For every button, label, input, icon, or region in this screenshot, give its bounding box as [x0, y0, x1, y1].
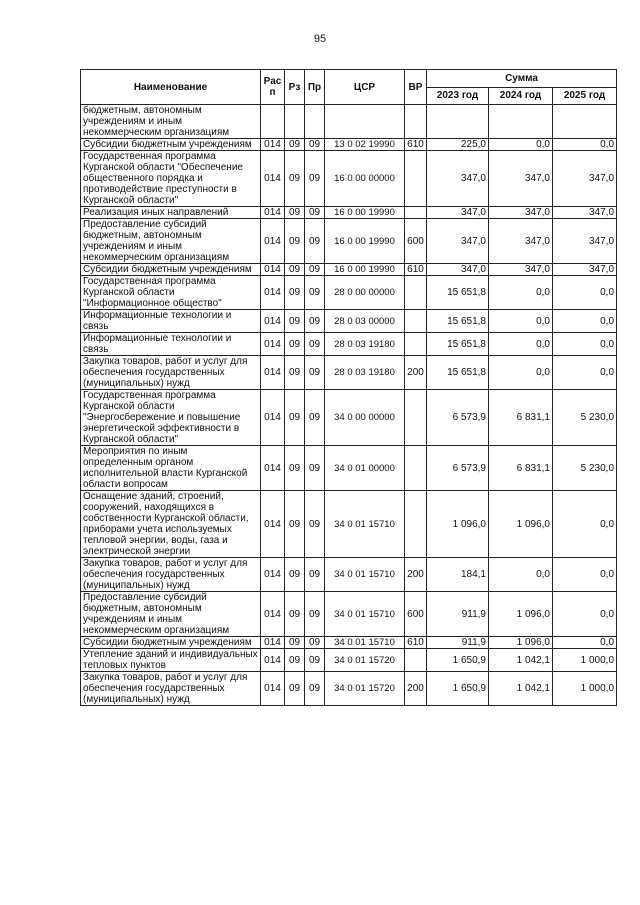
cell-csr: 34 0 01 00000 — [325, 446, 405, 491]
table-row — [81, 151, 617, 207]
cell-csr: 16 0 00 19990 — [325, 207, 405, 219]
cell-2023 — [427, 105, 489, 139]
cell-2023: 15 651,8 — [427, 310, 489, 333]
cell-vr — [405, 390, 427, 446]
cell-pr: 09 — [305, 649, 325, 672]
page-number: 95 — [313, 33, 327, 45]
cell-2023: 15 651,8 — [427, 333, 489, 356]
cell-2025: 0,0 — [553, 637, 617, 649]
cell-csr: 28 0 03 19180 — [325, 356, 405, 390]
cell-rz: 09 — [285, 276, 305, 310]
table-row — [81, 558, 617, 592]
cell-ras: 014 — [261, 264, 285, 276]
cell-2024: 1 096,0 — [489, 637, 553, 649]
cell-vr: 200 — [405, 672, 427, 706]
cell-ras: 014 — [261, 390, 285, 446]
cell-vr: 600 — [405, 219, 427, 264]
cell-vr: 610 — [405, 264, 427, 276]
cell-csr: 28 0 03 00000 — [325, 310, 405, 333]
cell-vr — [405, 333, 427, 356]
header-name: Наименование — [81, 70, 261, 105]
cell-name: Субсидии бюджетным учреждениям — [81, 264, 261, 276]
cell-name: Оснащение зданий, строений, сооружений, находящихся в собственности Курганской области, приборами учета используемых тепловой энергии, воды, газа и электрической энергии — [81, 491, 261, 558]
cell-2024 — [489, 105, 553, 139]
table-row — [81, 390, 617, 446]
cell-csr: 28 0 00 00000 — [325, 276, 405, 310]
cell-pr: 09 — [305, 390, 325, 446]
cell-2023: 1 096,0 — [427, 491, 489, 558]
table-row — [81, 672, 617, 706]
cell-pr: 09 — [305, 310, 325, 333]
cell-ras: 014 — [261, 649, 285, 672]
cell-pr — [305, 105, 325, 139]
cell-2023: 347,0 — [427, 151, 489, 207]
cell-2024: 347,0 — [489, 207, 553, 219]
cell-name: Информационные технологии и связь — [81, 333, 261, 356]
cell-2023: 184,1 — [427, 558, 489, 592]
cell-vr: 610 — [405, 139, 427, 151]
table-row — [81, 592, 617, 637]
cell-2023: 911,9 — [427, 592, 489, 637]
table-row — [81, 649, 617, 672]
cell-csr: 13 0 02 19990 — [325, 139, 405, 151]
cell-ras: 014 — [261, 446, 285, 491]
cell-ras: 014 — [261, 151, 285, 207]
cell-2024: 1 096,0 — [489, 592, 553, 637]
cell-vr — [405, 491, 427, 558]
cell-rz: 09 — [285, 592, 305, 637]
cell-2024: 6 831,1 — [489, 390, 553, 446]
cell-vr: 610 — [405, 637, 427, 649]
cell-name: Предоставление субсидий бюджетным, автономным учреждениям и иным некоммерческим организациям — [81, 592, 261, 637]
cell-pr: 09 — [305, 276, 325, 310]
cell-csr: 34 0 01 15710 — [325, 592, 405, 637]
cell-2024: 347,0 — [489, 264, 553, 276]
cell-rz: 09 — [285, 672, 305, 706]
cell-2023: 6 573,9 — [427, 446, 489, 491]
cell-2024: 0,0 — [489, 333, 553, 356]
cell-csr: 34 0 01 15720 — [325, 649, 405, 672]
cell-2024: 6 831,1 — [489, 446, 553, 491]
cell-2025: 347,0 — [553, 219, 617, 264]
cell-ras: 014 — [261, 207, 285, 219]
cell-pr: 09 — [305, 558, 325, 592]
table-row — [81, 446, 617, 491]
header-vr: ВР — [405, 70, 427, 105]
cell-ras: 014 — [261, 356, 285, 390]
cell-vr — [405, 446, 427, 491]
table-row — [81, 356, 617, 390]
header-year-2023: 2023 год — [427, 87, 489, 105]
cell-name: Государственная программа Курганской области "Энергосбережение и повышение энергетической эффективности в Курганской области" — [81, 390, 261, 446]
cell-ras: 014 — [261, 672, 285, 706]
cell-csr: 34 0 00 00000 — [325, 390, 405, 446]
cell-rz: 09 — [285, 390, 305, 446]
cell-2023: 1 650,9 — [427, 649, 489, 672]
cell-ras: 014 — [261, 276, 285, 310]
cell-csr: 34 0 01 15710 — [325, 637, 405, 649]
table-row — [81, 105, 617, 139]
cell-2024: 1 096,0 — [489, 491, 553, 558]
cell-csr: 34 0 01 15710 — [325, 558, 405, 592]
cell-rz: 09 — [285, 139, 305, 151]
cell-name: Мероприятия по иным определенным органом исполнительной власти Курганской области вопросам — [81, 446, 261, 491]
cell-2023: 225,0 — [427, 139, 489, 151]
table-row — [81, 264, 617, 276]
cell-2025: 0,0 — [553, 139, 617, 151]
cell-vr: 600 — [405, 592, 427, 637]
cell-name: Закупка товаров, работ и услуг для обеспечения государственных (муниципальных) нужд — [81, 558, 261, 592]
cell-2024: 0,0 — [489, 558, 553, 592]
cell-2023: 1 650,9 — [427, 672, 489, 706]
cell-rz: 09 — [285, 446, 305, 491]
cell-ras: 014 — [261, 310, 285, 333]
cell-2023: 15 651,8 — [427, 356, 489, 390]
cell-ras: 014 — [261, 592, 285, 637]
cell-csr: 16 0 00 00000 — [325, 151, 405, 207]
cell-vr — [405, 207, 427, 219]
cell-pr: 09 — [305, 333, 325, 356]
table-row — [81, 637, 617, 649]
cell-2025: 347,0 — [553, 151, 617, 207]
cell-2025: 0,0 — [553, 333, 617, 356]
cell-name: Закупка товаров, работ и услуг для обеспечения государственных (муниципальных) нужд — [81, 672, 261, 706]
cell-2024: 0,0 — [489, 276, 553, 310]
cell-csr: 16 0 00 19990 — [325, 264, 405, 276]
cell-ras: 014 — [261, 637, 285, 649]
cell-name: Реализация иных направлений — [81, 207, 261, 219]
cell-2025: 5 230,0 — [553, 446, 617, 491]
cell-rz: 09 — [285, 207, 305, 219]
cell-name: бюджетным, автономным учреждениям и иным некоммерческим организациям — [81, 105, 261, 139]
cell-pr: 09 — [305, 356, 325, 390]
cell-2024: 347,0 — [489, 219, 553, 264]
cell-pr: 09 — [305, 151, 325, 207]
table-row — [81, 276, 617, 310]
cell-pr: 09 — [305, 139, 325, 151]
cell-2025: 0,0 — [553, 276, 617, 310]
cell-rz: 09 — [285, 558, 305, 592]
cell-2025: 347,0 — [553, 264, 617, 276]
cell-pr: 09 — [305, 264, 325, 276]
cell-pr: 09 — [305, 491, 325, 558]
cell-ras: 014 — [261, 491, 285, 558]
cell-name: Закупка товаров, работ и услуг для обеспечения государственных (муниципальных) нужд — [81, 356, 261, 390]
table-row — [81, 333, 617, 356]
cell-2023: 6 573,9 — [427, 390, 489, 446]
cell-csr: 28 0 03 19180 — [325, 333, 405, 356]
cell-2023: 347,0 — [427, 219, 489, 264]
cell-name: Информационные технологии и связь — [81, 310, 261, 333]
cell-vr: 200 — [405, 356, 427, 390]
table-row — [81, 139, 617, 151]
cell-rz: 09 — [285, 333, 305, 356]
header-ras-line1: Рас — [263, 76, 282, 87]
cell-csr: 34 0 01 15720 — [325, 672, 405, 706]
cell-2025: 347,0 — [553, 207, 617, 219]
cell-2025: 0,0 — [553, 356, 617, 390]
cell-2025: 0,0 — [553, 310, 617, 333]
cell-csr: 34 0 01 15710 — [325, 491, 405, 558]
cell-2025: 5 230,0 — [553, 390, 617, 446]
cell-rz — [285, 105, 305, 139]
header-sum: Сумма — [427, 70, 617, 88]
cell-2025: 0,0 — [553, 558, 617, 592]
cell-name: Государственная программа Курганской области "Обеспечение общественного порядка и противодействие преступности в Курганской области" — [81, 151, 261, 207]
cell-2023: 911,9 — [427, 637, 489, 649]
cell-2024: 0,0 — [489, 310, 553, 333]
cell-rz: 09 — [285, 356, 305, 390]
cell-2024: 347,0 — [489, 151, 553, 207]
cell-2025: 0,0 — [553, 592, 617, 637]
cell-rz: 09 — [285, 310, 305, 333]
cell-2023: 347,0 — [427, 207, 489, 219]
cell-2025: 1 000,0 — [553, 672, 617, 706]
cell-rz: 09 — [285, 264, 305, 276]
header-csr: ЦСР — [325, 70, 405, 105]
cell-pr: 09 — [305, 672, 325, 706]
cell-ras: 014 — [261, 139, 285, 151]
cell-ras: 014 — [261, 219, 285, 264]
cell-name: Субсидии бюджетным учреждениям — [81, 139, 261, 151]
cell-vr — [405, 151, 427, 207]
table-body — [81, 105, 617, 706]
header-year-2024: 2024 год — [489, 87, 553, 105]
header-year-2025: 2025 год — [553, 87, 617, 105]
header-ras-line2: п — [269, 87, 276, 98]
table-row — [81, 207, 617, 219]
cell-csr — [325, 105, 405, 139]
cell-rz: 09 — [285, 649, 305, 672]
header-rz: Рз — [285, 70, 305, 105]
cell-name: Государственная программа Курганской области "Информационное общество" — [81, 276, 261, 310]
cell-vr: 200 — [405, 558, 427, 592]
cell-2023: 15 651,8 — [427, 276, 489, 310]
cell-vr — [405, 310, 427, 333]
cell-pr: 09 — [305, 637, 325, 649]
header-pr: Пр — [305, 70, 325, 105]
cell-ras: 014 — [261, 333, 285, 356]
cell-pr: 09 — [305, 592, 325, 637]
cell-name: Субсидии бюджетным учреждениям — [81, 637, 261, 649]
cell-2024: 0,0 — [489, 356, 553, 390]
cell-vr — [405, 276, 427, 310]
cell-pr: 09 — [305, 446, 325, 491]
cell-csr: 16 0 00 19990 — [325, 219, 405, 264]
table-row — [81, 310, 617, 333]
cell-ras — [261, 105, 285, 139]
cell-pr: 09 — [305, 207, 325, 219]
cell-rz: 09 — [285, 637, 305, 649]
cell-rz: 09 — [285, 219, 305, 264]
budget-table — [80, 69, 617, 706]
cell-pr: 09 — [305, 219, 325, 264]
cell-2025 — [553, 105, 617, 139]
cell-2024: 1 042,1 — [489, 649, 553, 672]
cell-2025: 0,0 — [553, 491, 617, 558]
header-ras — [261, 70, 285, 105]
cell-2024: 0,0 — [489, 139, 553, 151]
cell-name: Утепление зданий и индивидуальных тепловых пунктов — [81, 649, 261, 672]
table-row — [81, 219, 617, 264]
cell-vr — [405, 649, 427, 672]
cell-vr — [405, 105, 427, 139]
cell-ras: 014 — [261, 558, 285, 592]
cell-2023: 347,0 — [427, 264, 489, 276]
cell-2024: 1 042,1 — [489, 672, 553, 706]
cell-rz: 09 — [285, 151, 305, 207]
cell-2025: 1 000,0 — [553, 649, 617, 672]
cell-rz: 09 — [285, 491, 305, 558]
cell-name: Предоставление субсидий бюджетным, автономным учреждениям и иным некоммерческим организациям — [81, 219, 261, 264]
table-row — [81, 491, 617, 558]
